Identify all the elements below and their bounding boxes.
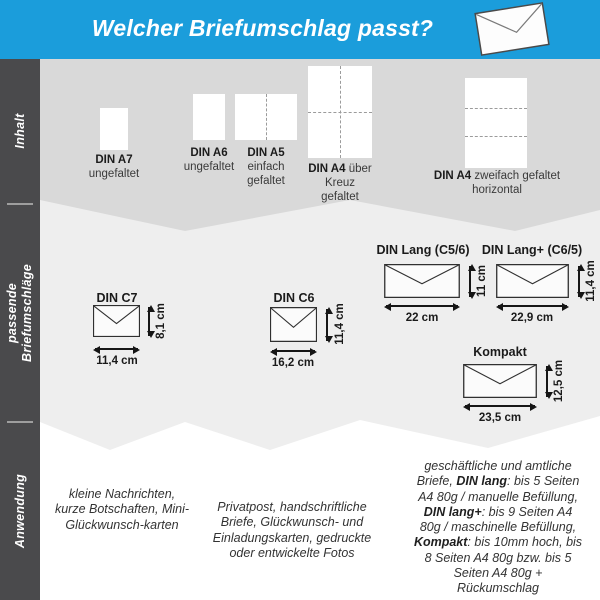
fold-line-horizontal [465, 136, 527, 137]
paper-desc: ungefaltet [88, 168, 140, 181]
envelope-din-lang [384, 264, 460, 298]
paper-din-a5 [235, 94, 297, 140]
header-banner [0, 0, 600, 59]
paper-desc: einfach gefaltet [247, 161, 285, 188]
envelope-name-kompakt: Kompakt [473, 345, 527, 359]
envelope-icon [474, 2, 550, 56]
height-label: 8,1 cm [155, 303, 167, 339]
height-arrow [578, 266, 580, 297]
height-arrow [326, 309, 328, 341]
width-arrow [386, 305, 458, 307]
paper-desc: zweifach gefaltet horizontal [472, 170, 561, 197]
envelope-din-c7 [93, 305, 140, 337]
width-label: 22 cm [405, 312, 439, 324]
height-arrow [469, 266, 471, 297]
usage-text-private-mail: Privatpost, handschriftliche Briefe, Glückwunsch- und Einladungskarten, gedruckte oder entwickelte Fotos [212, 500, 372, 560]
sidebar-divider [7, 421, 33, 423]
paper-label-din-a7 [79, 153, 149, 181]
page-title: Welcher Briefumschlag passt? [91, 15, 434, 41]
width-arrow [272, 350, 315, 352]
width-label: 22,9 cm [510, 312, 554, 324]
height-label: 12,5 cm [553, 359, 565, 403]
sidebar [0, 59, 40, 600]
sidebar-label-anwendung: Anwendung [13, 473, 27, 549]
sidebar-label-briefumschlaege: passende Briefumschläge [5, 264, 34, 362]
paper-din-a4-kreuz [308, 66, 372, 158]
sidebar-label-inhalt: Inhalt [13, 113, 27, 149]
height-label: 11,4 cm [334, 303, 346, 345]
envelope-name-din-c6: DIN C6 [273, 291, 315, 305]
fold-line-horizontal [465, 108, 527, 109]
fold-line-vertical [266, 94, 267, 140]
paper-name: DIN A4 [433, 170, 472, 182]
envelope-name-din-c7: DIN C7 [96, 291, 138, 305]
width-arrow [465, 405, 535, 407]
paper-desc: ungefaltet [183, 161, 235, 174]
envelope-din-c6 [270, 307, 317, 342]
paper-name: DIN A5 [247, 147, 285, 159]
paper-name: DIN A7 [95, 154, 133, 166]
paper-din-a4-horizontal [465, 78, 527, 168]
paper-label-din-a6 [174, 146, 244, 174]
paper-label-din-a5 [236, 146, 296, 188]
width-label: 23,5 cm [478, 412, 522, 424]
envelope-name-din-lang: DIN Lang (C5/6) [376, 243, 470, 257]
envelope-name-din-lang-plus: DIN Lang+ (C6/5) [481, 243, 583, 257]
usage-text-business-mail: geschäftliche und amtliche Briefe, DIN lang: bis 5 Seiten A4 80g / manuelle Befüllung, DIN lang+: bis 9 Seiten A4 80g / maschinelle Befüllung, Kompakt: bis 10mm hoch, bis 8 Seiten A4 80g bzw. bis 5 Seiten A4 80g + Rückumschlag [413, 459, 583, 595]
paper-desc: über Kreuz gefaltet [321, 163, 372, 204]
envelope-din-lang-plus [496, 264, 569, 298]
width-label: 16,2 cm [271, 357, 315, 369]
height-arrow [546, 366, 548, 397]
sidebar-divider [7, 203, 33, 205]
height-label: 11 cm [476, 265, 488, 297]
paper-label-din-a4-horizontal [417, 169, 577, 197]
height-arrow [148, 307, 150, 336]
height-label: 11,4 cm [585, 260, 597, 302]
paper-din-a7 [100, 108, 128, 150]
usage-text-small-formats: kleine Nachrichten, kurze Botschaften, Mini-Glückwunsch-karten [54, 487, 190, 532]
paper-label-din-a4-kreuz [307, 162, 373, 204]
paper-name: DIN A6 [190, 147, 228, 159]
width-label: 11,4 cm [96, 355, 138, 367]
width-arrow [95, 348, 138, 350]
paper-name: DIN A4 [308, 163, 346, 175]
paper-din-a6 [193, 94, 225, 140]
width-arrow [498, 305, 567, 307]
envelope-kompakt [463, 364, 537, 398]
fold-line-horizontal [308, 112, 372, 113]
